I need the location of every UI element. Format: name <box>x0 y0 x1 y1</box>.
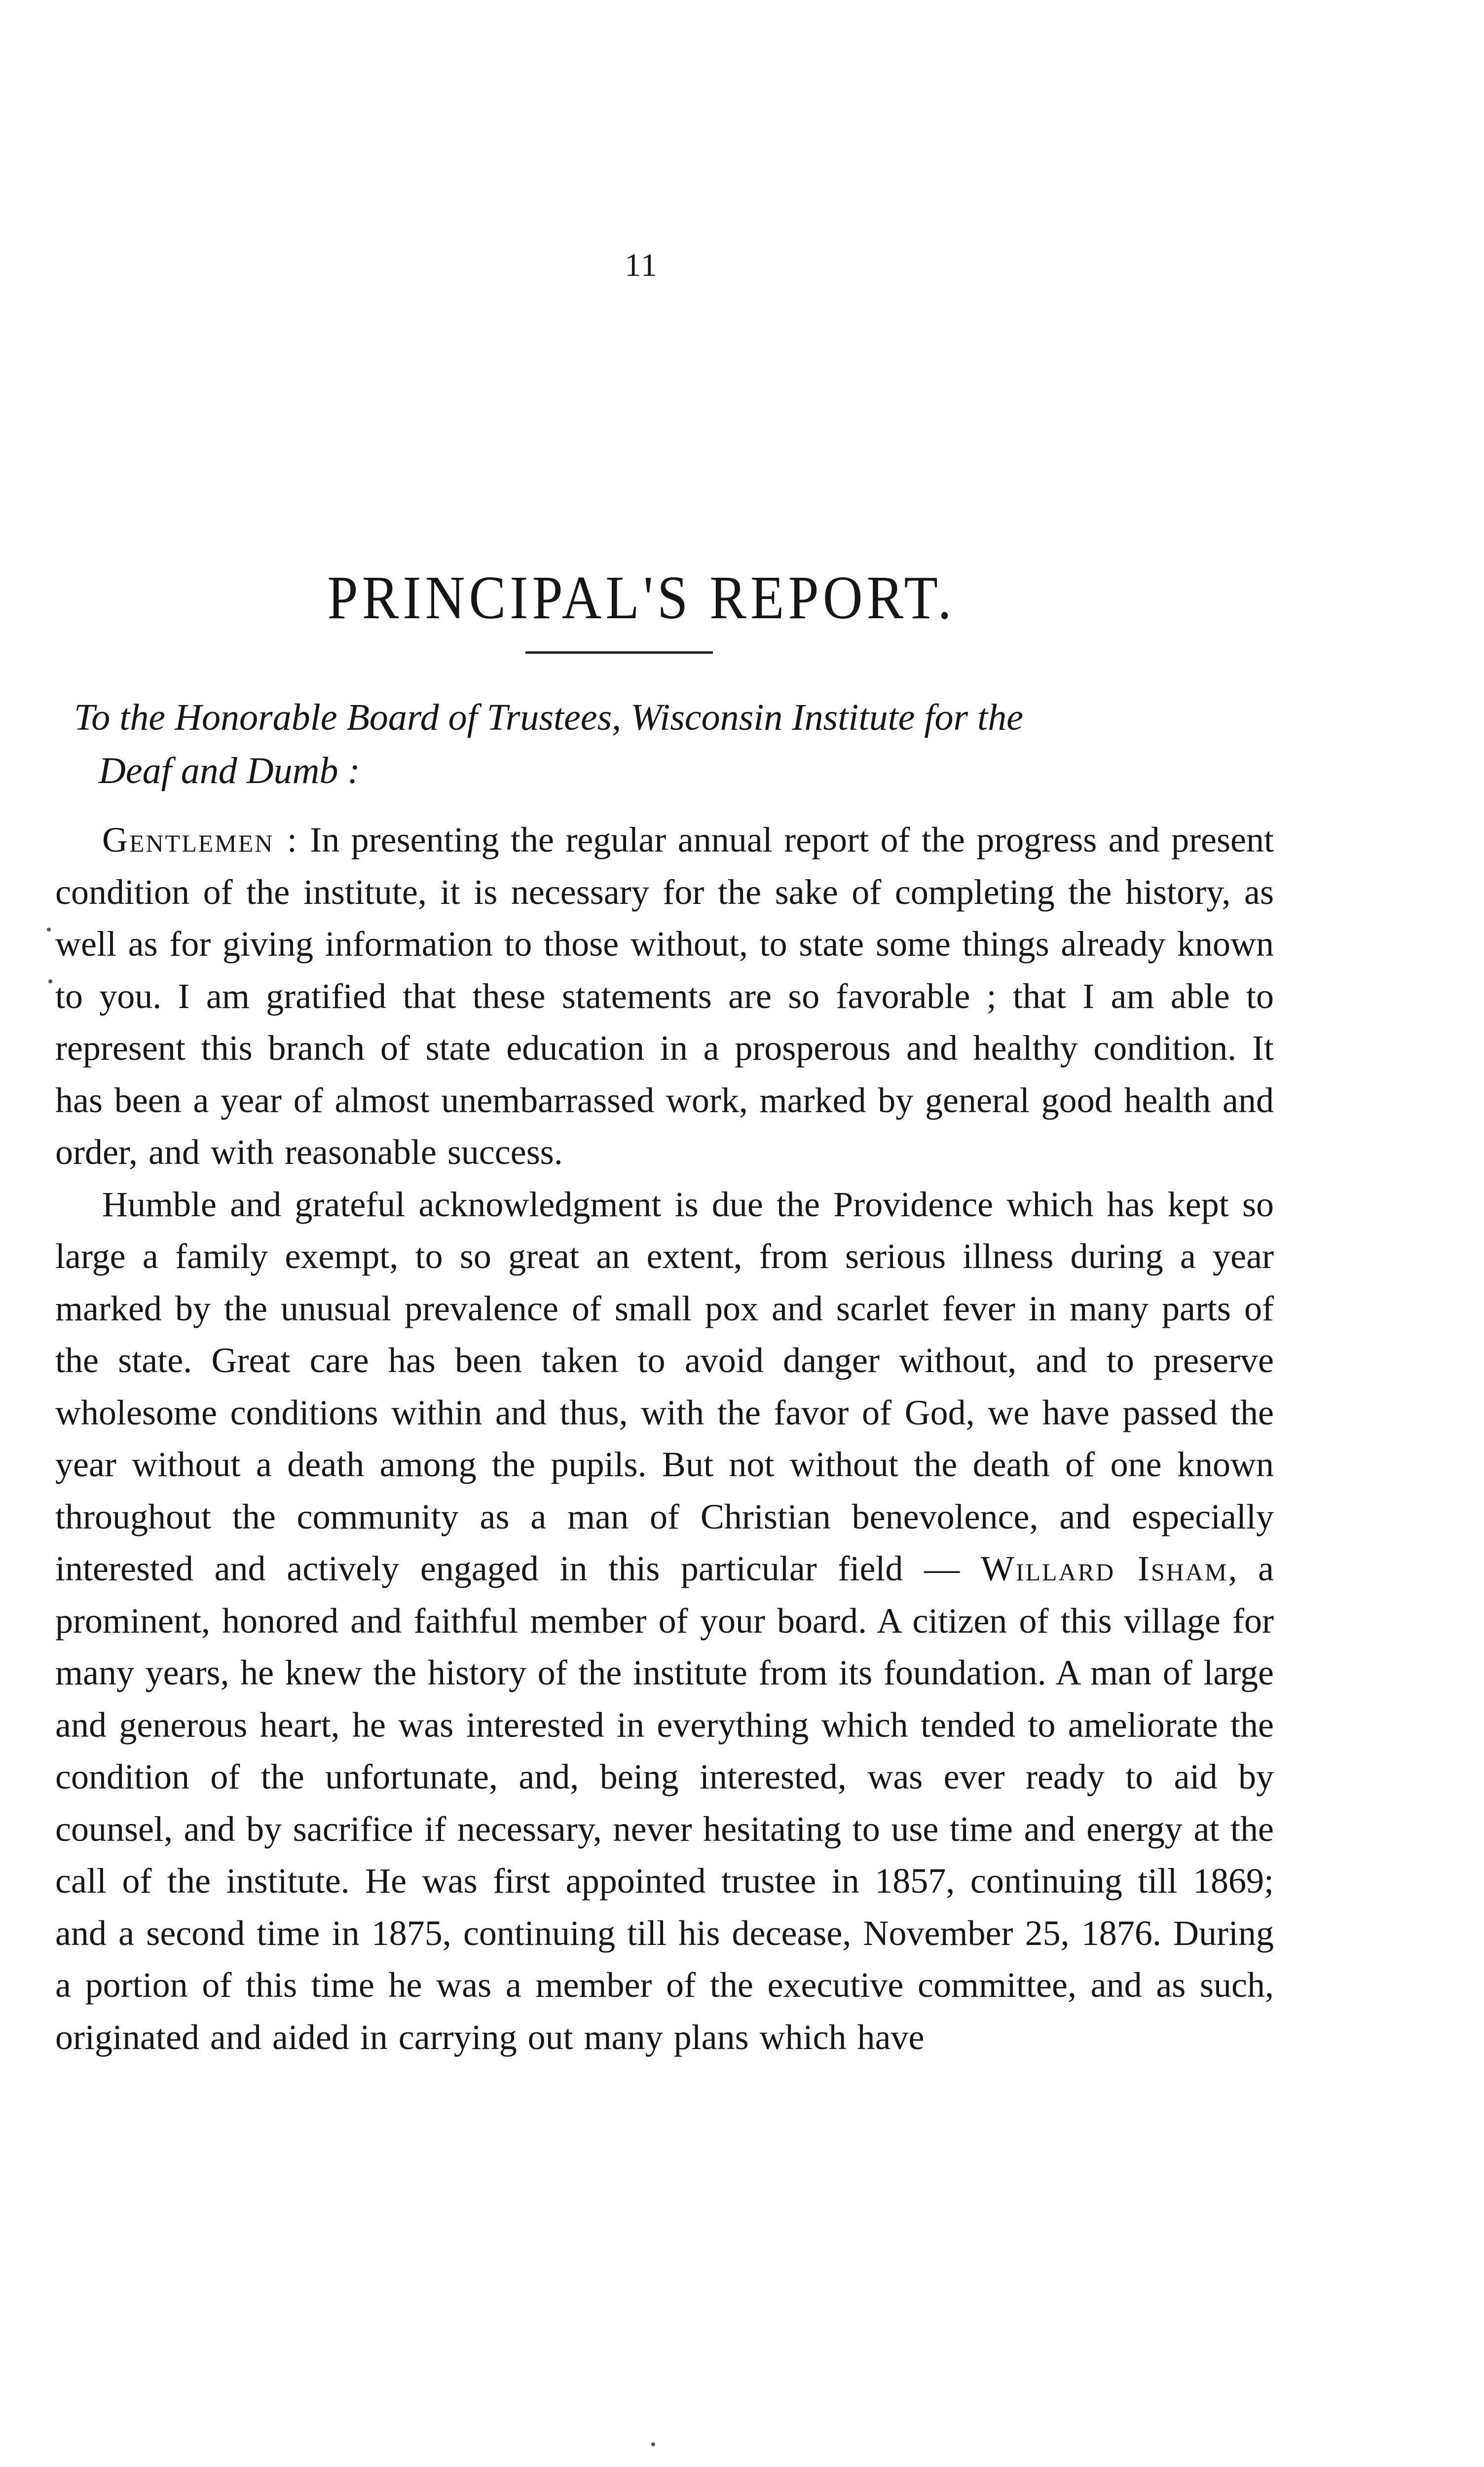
paragraph-1 <box>55 814 1274 1179</box>
paragraph-1-lead: Gentlemen : <box>102 820 298 860</box>
paper-speck <box>651 2442 655 2446</box>
paper-speck <box>47 928 51 932</box>
paragraph-2 <box>55 1179 1274 2064</box>
report-body <box>55 814 1274 2063</box>
paragraph-2-person-name: Willard Isham <box>980 1549 1228 1588</box>
salutation-line-1: To the Honorable Board of Trustees, Wisconsin Institute for the <box>74 697 1023 738</box>
page-title: PRINCIPAL'S REPORT. <box>327 563 956 633</box>
salutation <box>74 691 1268 797</box>
salutation-line-2: Deaf and Dumb : <box>99 750 360 791</box>
title-divider <box>525 651 713 654</box>
paragraph-2-text-after-name: , a prominent, honored and faithful member of your board. A citizen of this village for many years, he knew the history of the institute from its foundation. A man of large and generous heart, he was interested in everything which tended to ameliorate the condition of the unfortunate, and, being interested, was ever ready to aid by counsel, and by sacrifice if necessary, never hesitating to use time and energy at the call of the institute. He was first appointed trustee in 1857, continuing till 1869; and a second time in 1875, continuing till his decease, November 25, 1876. During a portion of this time he was a member of the executive committee, and as such, originated and aided in carrying out many plans which have <box>55 1549 1274 2057</box>
paragraph-1-text: In presenting the regular annual report of the progress and present condition of the institute, it is necessary for the sake of completing the history, as well as for giving information to those without, to state some things already known to you. I am gratified that these statements are so favorable ; that I am able to represent this branch of state education in a prosperous and healthy condition. It has been a year of almost unembarrassed work, marked by general good health and order, and with reasonable success. <box>55 820 1274 1172</box>
page-number: 11 <box>625 247 658 283</box>
paper-speck <box>48 979 52 983</box>
paragraph-2-text-before-name: Humble and grateful acknowledgment is due the Providence which has kept so large a family exempt, to so great an extent, from serious illness during a year marked by the unusual prevalence of small pox and scarlet fever in many parts of the state. Great care has been taken to avoid danger without, and to preserve wholesome conditions within and thus, with the favor of God, we have passed the year without a death among the pupils. But not without the death of one known throughout the community as a man of Christian benevolence, and especially interested and actively engaged in this particular field — <box>55 1184 1274 1588</box>
